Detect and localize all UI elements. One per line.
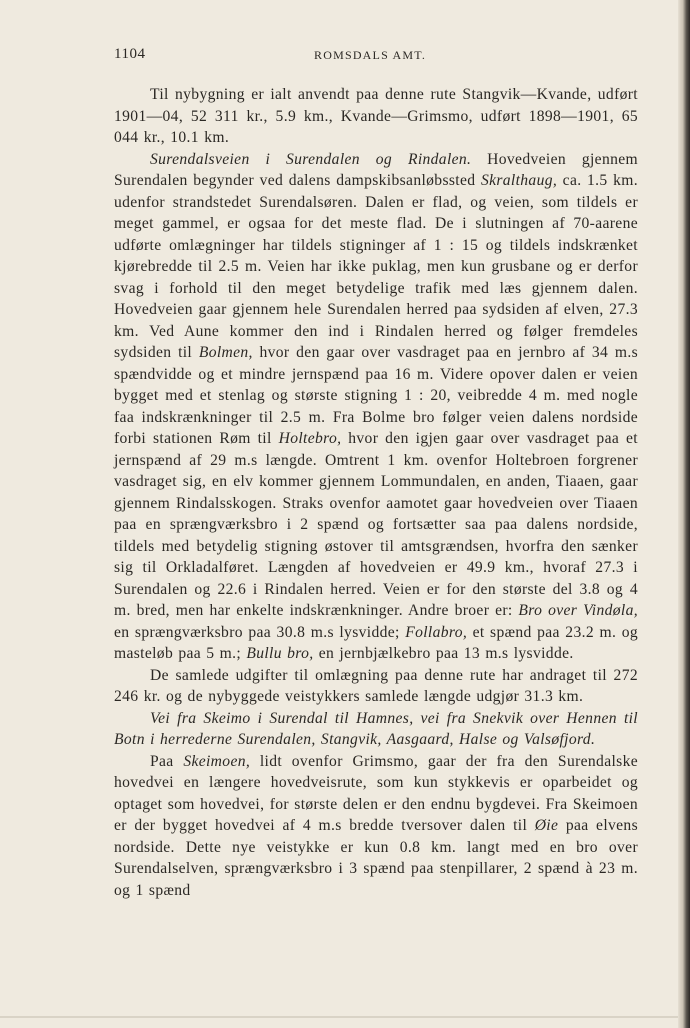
text-segment: Hovedveien gjennem Surendalen begynder ved dalens dampskibsanløbssted <box>114 150 638 189</box>
place-name: Bolmen, <box>198 344 253 361</box>
text-segment: lidt ovenfor Grimsmo, gaar der fra den Surendalske hovedvei en længere hovedveisrute, som kun stykkevis er oparbeidet og optaget som hovedvei, for største delen er den endnu bygdevei. Fra Skeimoen er der bygget hovedvei af 4 m.s bredde tversover dalen til <box>114 752 638 834</box>
text-segment: hvor den igjen gaar over vasdraget paa et jernspænd af 29 m.s længde. Omtrent 1 km. ovenfor Holtebroen forgrener vasdraget sig, en elv kommer gjennem Lommundalen, en anden, Tiaaen, gaar gjennem Rindalsskogen. Straks ovenfor aamotet gaar hovedveien over Tiaaen paa en sprængværksbro i 2 spænd og fortsætter saa paa dalens nordside, tildels med betydelig stigning østover til amtsgrændsen, hvorfra den sænker sig til Orkladalføret. Længden af hovedveien er 49.9 km., hvoraf 27.3 i Surendalen og 22.6 i Rindalen herred. Veien er for den største del 3.8 og 4 m. bred, men har enkelte indskrænkninger. Andre broer er: <box>114 430 638 619</box>
body-text <box>114 84 638 901</box>
place-name: Bullu bro, <box>246 645 314 662</box>
book-spine-shadow <box>678 0 690 1028</box>
place-name: Holtebro, <box>278 430 342 447</box>
place-name: Skeimoen, <box>183 752 251 770</box>
page-bottom-edge <box>0 1016 690 1018</box>
text-segment: en jernbjælkebro paa 13 m.s lysvidde. <box>313 645 574 662</box>
paragraph-skeimoen <box>114 751 638 902</box>
page-number: 1104 <box>114 46 146 62</box>
section-heading-text: Vei fra Skeimo i Surendal til Hamnes, vei fra Snekvik over Hennen til Botn i herrederne Surendalen, Stangvik, Aasgaard, Halse og Valsøfjord. <box>114 709 638 748</box>
text-segment: ca. 1.5 km. udenfor strandstedet Surendalsøren. Dalen er flad, og veien, som tildels er meget gammel, er ogsaa for det meste flad. De i slutningen af 70-aarene udførte omlægninger har tildels stigninger af 1 : 15 og tildels indskrænket kjørebredde til 2.5 m. Veien har ikke puklag, men kun grusbane og er derfor svag i forhold til den meget betydelige trafik med læs gjennem dalen. Hovedveien gaar gjennem hele Surendalen herred paa sydsiden af elven, 27.3 km. Ved Aune kommer den ind i Rindalen herred og følger fremdeles sydsiden til <box>114 172 638 361</box>
text-segment: paa elvens nordside. Dette nye veistykke er kun 0.8 km. langt med en bro over Surendalselven, sprængværksbro i 3 spænd paa stenpillarer, 2 spænd à 23 m. og 1 spænd <box>114 817 638 899</box>
place-name: Skralthaug, <box>480 172 558 189</box>
paragraph-total-costs: De samlede udgifter til omlægning paa denne rute har andraget til 272 246 kr. og de nybyggede veistykkers samlede længde udgjør 31.3 km. <box>114 666 638 705</box>
place-name: Bro over Vindøla, <box>518 602 638 619</box>
text-segment: et spænd paa 23.2 m. og masteløb paa 5 m.; <box>114 623 638 662</box>
text-segment: en sprængværksbro paa 30.8 m.s lysvidde; <box>114 623 406 641</box>
paragraph-surendalsveien <box>114 149 638 665</box>
place-name: Follabro, <box>405 623 468 641</box>
paragraph-construction-costs: Til nybygning er ialt anvendt paa denne rute Stangvik—Kvande, udført 1901—04, 52 311 kr., 5.9 km., Kvande—Grimsmo, udført 1898—1901, 65 044 kr., 10.1 km. <box>114 86 638 146</box>
page-header <box>114 46 638 68</box>
place-name: Øie <box>534 817 559 834</box>
section-heading-skeimo <box>114 708 638 751</box>
text-segment: hvor den gaar over vasdraget paa en jernbro af 34 m.s spændvidde og et mindre jernspænd paa 16 m. Videre opover dalen er veien bygget med et stenlag og største stigning 1 : 20, veibredde 4 m. med nogle faa indskrænkninger til 2.5 m. Fra Bolme bro følger veien dalens nordside forbi stationen Røm til <box>114 344 638 447</box>
section-heading-surendalsveien: Surendalsveien i Surendalen og Rindalen. <box>150 150 472 168</box>
text-segment: Paa <box>150 752 184 770</box>
running-head: ROMSDALS AMT. <box>314 48 427 62</box>
